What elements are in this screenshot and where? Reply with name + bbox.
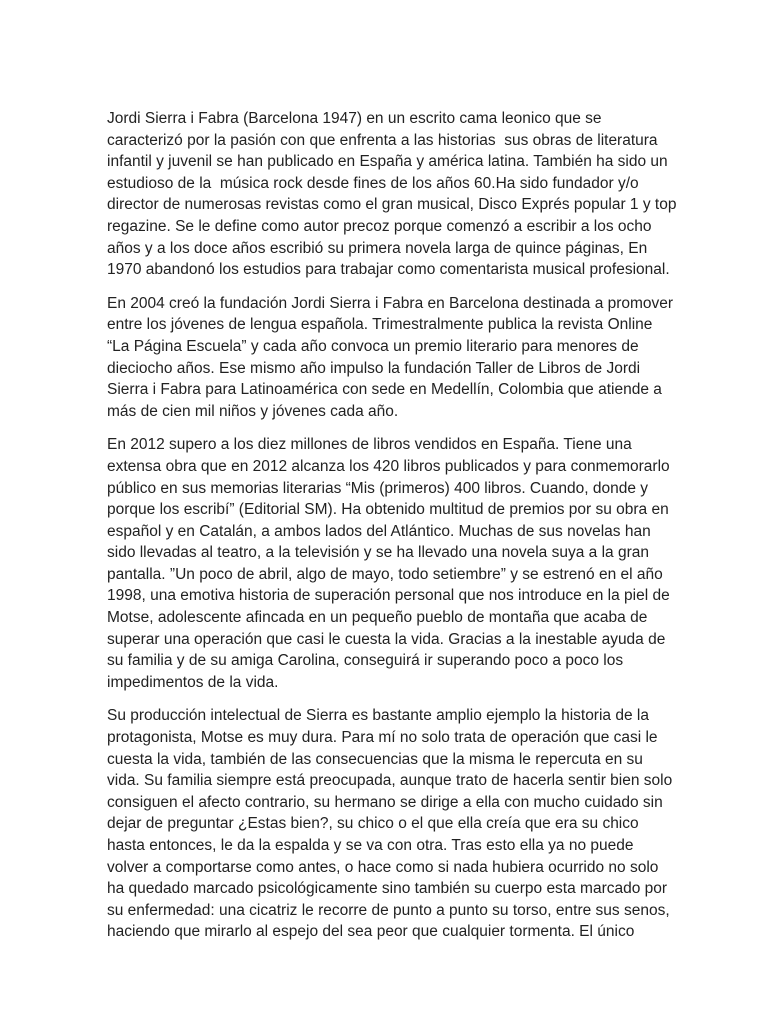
text-line: ha quedado marcado psicológicamente sino también su cuerpo esta marcado por: [107, 880, 668, 898]
text-line: sido llevadas al teatro, a la televisión y se ha llevado una novela suya a la gran: [107, 544, 649, 562]
paragraph-1: [107, 108, 687, 281]
text-line: superar una operación que casi le cuesta la vida. Gracias a la inestable ayuda de: [107, 630, 666, 648]
text-line: español y en Catalán, a ambos lados del Atlántico. Muchas de sus novelas han: [107, 522, 651, 540]
text-line: dejar de preguntar ¿Estas bien?, su chico o el que ella creía que era su chico: [107, 815, 639, 833]
text-line: hasta entonces, le da la espalda y se va con otra. Tras esto ella ya no puede: [107, 837, 634, 854]
text-line: caracterizó por la pasión con que enfrenta a las historias sus obras de literatura: [107, 131, 658, 149]
document-page: [107, 108, 687, 955]
text-line: En 2012 supero a los diez millones de libros vendidos en España. Tiene una: [107, 436, 632, 454]
text-line: infantil y juvenil se han publicado en España y américa latina. También ha sido un: [107, 153, 668, 171]
text-line: consiguen el afecto contrario, su hermano se dirige a ella con mucho cuidado sin: [107, 793, 663, 811]
text-line: entre los jóvenes de lengua española. Trimestralmente publica la revista Online: [107, 316, 653, 334]
text-line: pantalla. ”Un poco de abril, algo de mayo, todo setiembre” y se estrenó en el año: [107, 565, 663, 583]
text-line: director de numerosas revistas como el gran musical, Disco Exprés popular 1 y top: [107, 196, 677, 214]
text-line: En 2004 creó la fundación Jordi Sierra i Fabra en Barcelona destinada a promover: [107, 294, 674, 312]
paragraph-2: [107, 293, 687, 423]
text-line: protagonista, Motse es muy dura. Para mí no solo trata de operación que casi le: [107, 729, 658, 747]
text-line: porque los escribí” (Editorial SM). Ha obtenido multitud de premios por su obra en: [107, 501, 669, 519]
text-line: “La Página Escuela” y cada año convoca un premio literario para menores de: [107, 337, 639, 355]
text-line: Sierra i Fabra para Latinoamérica con sede en Medellín, Colombia que atiende a: [107, 381, 662, 399]
text-line: Jordi Sierra i Fabra (Barcelona 1947) en un escrito cama leonico que se: [107, 110, 602, 127]
text-line: regazine. Se le define como autor precoz porque comenzó a escribir a los ocho: [107, 217, 652, 235]
text-line: años y a los doce años escribió su primera novela larga de quince páginas, En: [107, 239, 648, 257]
text-line: haciendo que mirarlo al espejo del sea peor que cualquier tormenta. El único: [107, 923, 635, 941]
text-line: 1970 abandonó los estudios para trabajar como comentarista musical profesional.: [107, 261, 670, 279]
paragraph-3: [107, 434, 687, 693]
text-line: más de cien mil niños y jóvenes cada año.: [107, 402, 399, 420]
text-line: Motse, adolescente afincada en un pequeño pueblo de montaña que acaba de: [107, 609, 648, 627]
paragraph-4: [107, 705, 687, 943]
text-line: cuesta la vida, también de las consecuencias que la misma le repercuta en su: [107, 750, 643, 768]
text-line: público en sus memorias literarias “Mis (primeros) 400 libros. Cuando, donde y: [107, 479, 649, 497]
text-line: su enfermedad: una cicatriz le recorre de punto a punto su torso, entre sus senos,: [107, 901, 670, 919]
text-line: dieciocho años. Ese mismo año impulso la fundación Taller de Libros de Jordi: [107, 359, 641, 377]
text-line: Su producción intelectual de Sierra es bastante amplio ejemplo la historia de la: [107, 707, 649, 725]
text-line: impedimentos de la vida.: [107, 673, 279, 691]
text-line: estudioso de la música rock desde fines de los años 60.Ha sido fundador y/o: [107, 174, 639, 192]
text-line: 1998, una emotiva historia de superación personal que nos introduce en la piel de: [107, 587, 670, 605]
text-line: su familia y de su amiga Carolina, conseguirá ir superando poco a poco los: [107, 652, 624, 670]
text-line: volver a comportarse como antes, o hace como si nada hubiera ocurrido no solo: [107, 858, 659, 876]
text-line: vida. Su familia siempre está preocupada, aunque trato de hacerla sentir bien solo: [107, 772, 673, 790]
text-line: extensa obra que en 2012 alcanza los 420 libros publicados y para conmemorarlo: [107, 457, 670, 475]
